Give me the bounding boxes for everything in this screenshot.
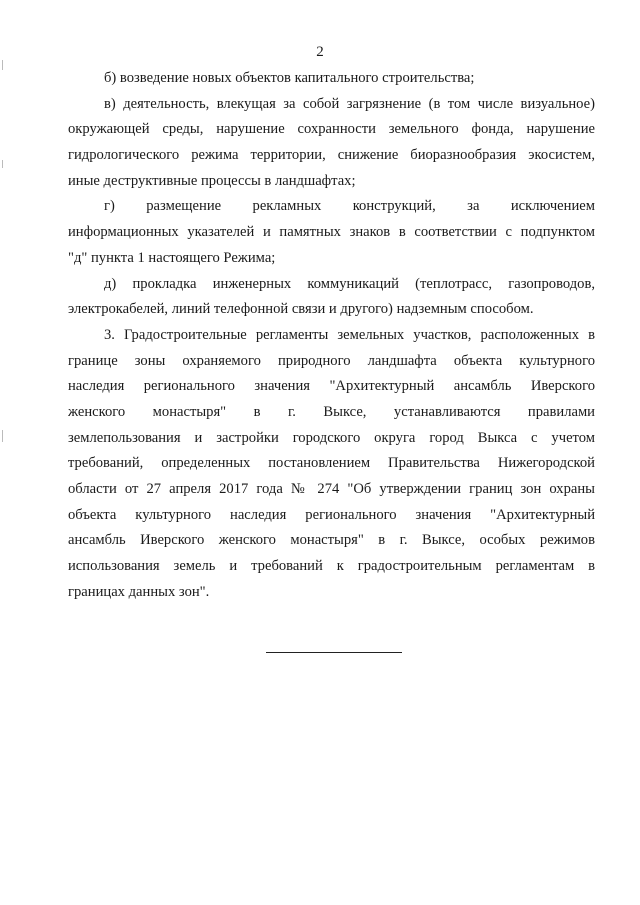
text-line: использования земель и требований к градостроительным регламентам в <box>68 558 595 575</box>
text-line: электрокабелей, линий телефонной связи и другого) надземным способом. <box>68 301 534 318</box>
text-line: "д" пункта 1 настоящего Режима; <box>68 249 276 266</box>
text-line: землепользования и застройки городского округа город Выкса с учетом <box>68 429 595 446</box>
text-line: в) деятельность, влекущая за собой загрязнение (в том числе визуальное) <box>104 95 595 112</box>
scan-margin-mark <box>2 160 3 168</box>
text-line: 3. Градостроительные регламенты земельных участков, расположенных в <box>104 326 595 343</box>
scan-margin-mark <box>2 430 3 442</box>
text-line: гидрологического режима территории, снижение биоразнообразия экосистем, <box>68 147 595 164</box>
text-line: женского монастыря" в г. Выксе, устанавливаются правилами <box>68 403 595 420</box>
document-body <box>68 66 595 605</box>
text-line: д) прокладка инженерных коммуникаций (теплотрасс, газопроводов, <box>104 275 595 292</box>
text-line: г) размещение рекламных конструкций, за исключением <box>104 198 595 215</box>
scan-margin-mark <box>2 60 3 70</box>
text-line: иные деструктивные процессы в ландшафтах; <box>68 172 356 189</box>
text-line: окружающей среды, нарушение сохранности земельного фонда, нарушение <box>68 121 595 138</box>
text-line: б) возведение новых объектов капитального строительства; <box>104 70 475 86</box>
text-line: границе зоны охраняемого природного ландшафта объекта культурного <box>68 352 595 369</box>
text-line: наследия регионального значения "Архитектурный ансамбль Иверского <box>68 378 595 395</box>
text-line: ансамбль Иверского женского монастыря" в г. Выксе, особых режимов <box>68 532 595 549</box>
closing-rule <box>266 652 402 653</box>
text-line: границах данных зон". <box>68 583 210 600</box>
page-number: 2 <box>316 44 324 60</box>
text-line: требований, определенных постановлением Правительства Нижегородской <box>68 455 595 472</box>
text-line: области от 27 апреля 2017 года № 274 "Об утверждении границ зон охраны <box>68 481 595 497</box>
text-line: объекта культурного наследия регионального значения "Архитектурный <box>68 506 595 523</box>
text-line: информационных указателей и памятных знаков в соответствии с подпунктом <box>68 224 595 241</box>
